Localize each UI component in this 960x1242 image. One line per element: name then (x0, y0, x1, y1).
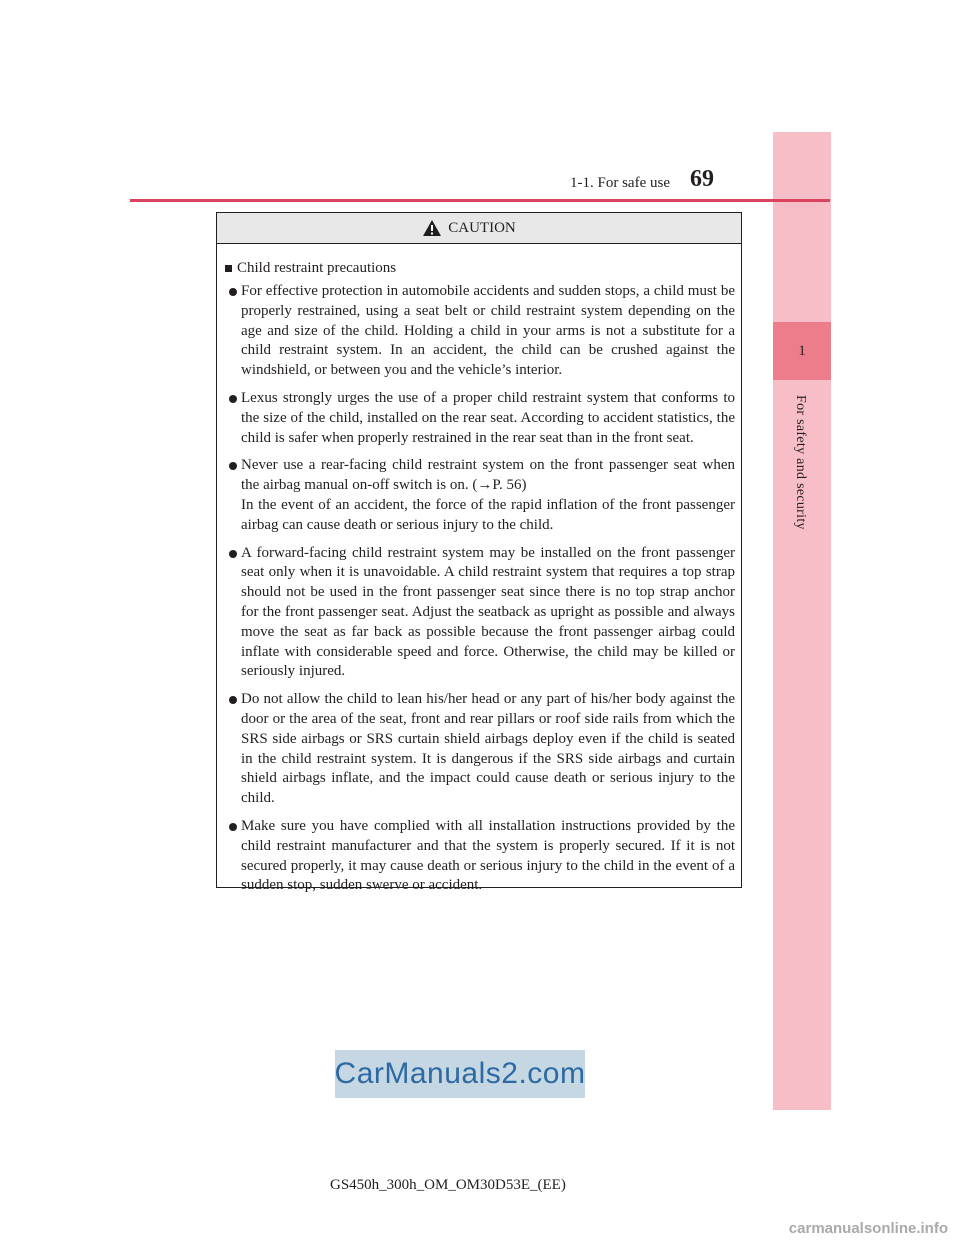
list-item (225, 456, 735, 535)
list-item (225, 690, 735, 809)
chapter-title: For safety and security (793, 395, 808, 530)
document-code: GS450h_300h_OM_OM30D53E_(EE) (330, 1177, 566, 1193)
list-item (225, 817, 735, 896)
bullet-dot-icon (229, 823, 237, 831)
caution-header (217, 213, 741, 244)
list-item-text: Never use a rear-facing child restraint system on the front passenger seat when the airbag manual on-off switch is on. (→P. 56) In the event of an accident, the force of the rapid inflation of the front passenger airbag can cause death or serious injury to the child. (241, 457, 735, 533)
chapter-tab-background (773, 132, 831, 1110)
list-item-text: Do not allow the child to lean his/her head or any part of his/her body against the door or the area of the seat, front and rear pillars or roof side rails from which the SRS side airbags or SRS curtain shield airbags deploy even if the child is seated in the child restraint system. It is dangerous if the SRS side airbags and curtain shield airbags inflate, and the impact could cause death or serious injury to the child. (241, 691, 735, 807)
list-item (225, 282, 735, 381)
bullet-dot-icon (229, 462, 237, 470)
list-item-text: For effective protection in automobile accidents and sudden stops, a child must be properly restrained, using a seat belt or child restraint system depending on the age and size of the child. Holding a child in your arms is not a substitute for a child restraint system. In an accident, the child can be crushed against the windshield, or between you and the vehicle’s interior. (241, 283, 735, 379)
caution-title: CAUTION (448, 219, 516, 236)
caution-body (217, 244, 741, 896)
section-title: 1-1. For safe use (570, 175, 670, 191)
bullet-dot-icon (229, 550, 237, 558)
list-item-text: Lexus strongly urges the use of a proper child restraint system that conforms to the size of the child, installed on the rear seat. According to accident statistics, the child is safer when properly restrained in the rear seat than in the front seat. (241, 389, 735, 446)
page-number: 69 (690, 166, 714, 192)
list-item-text: A forward-facing child restraint system may be installed on the front passenger seat only when it is unavoidable. A child restraint system that requires a top strap should not be used in the front passenger seat since there is no top strap anchor for the front passenger seat. Adjust the seatback as upright as possible and always move the seat as far back as possible because the front passenger airbag could inflate with considerable speed and force. Otherwise, the child may be killed or seriously injured. (241, 544, 735, 680)
watermark-logo[interactable]: CarManuals2.com (334, 1057, 586, 1090)
warning-triangle-icon (422, 219, 442, 237)
list-item (225, 389, 735, 448)
square-bullet-icon (225, 265, 232, 272)
bullet-dot-icon (229, 696, 237, 704)
caution-topic-text: Child restraint precautions (237, 260, 397, 276)
chapter-number: 1 (798, 342, 806, 359)
list-item-text: Make sure you have complied with all installation instructions provided by the child restraint manufacturer and that the system is properly secured. If it is not secured properly, it may cause death or serious injury to the child in the event of a sudden stop, sudden swerve or accident. (241, 817, 735, 894)
caution-box (216, 212, 742, 894)
site-watermark: carmanualsonline.info (788, 1220, 948, 1237)
header-divider (130, 199, 830, 202)
bullet-dot-icon (229, 288, 237, 296)
bullet-dot-icon (229, 395, 237, 403)
list-item (225, 544, 735, 683)
caution-topic (225, 258, 735, 278)
